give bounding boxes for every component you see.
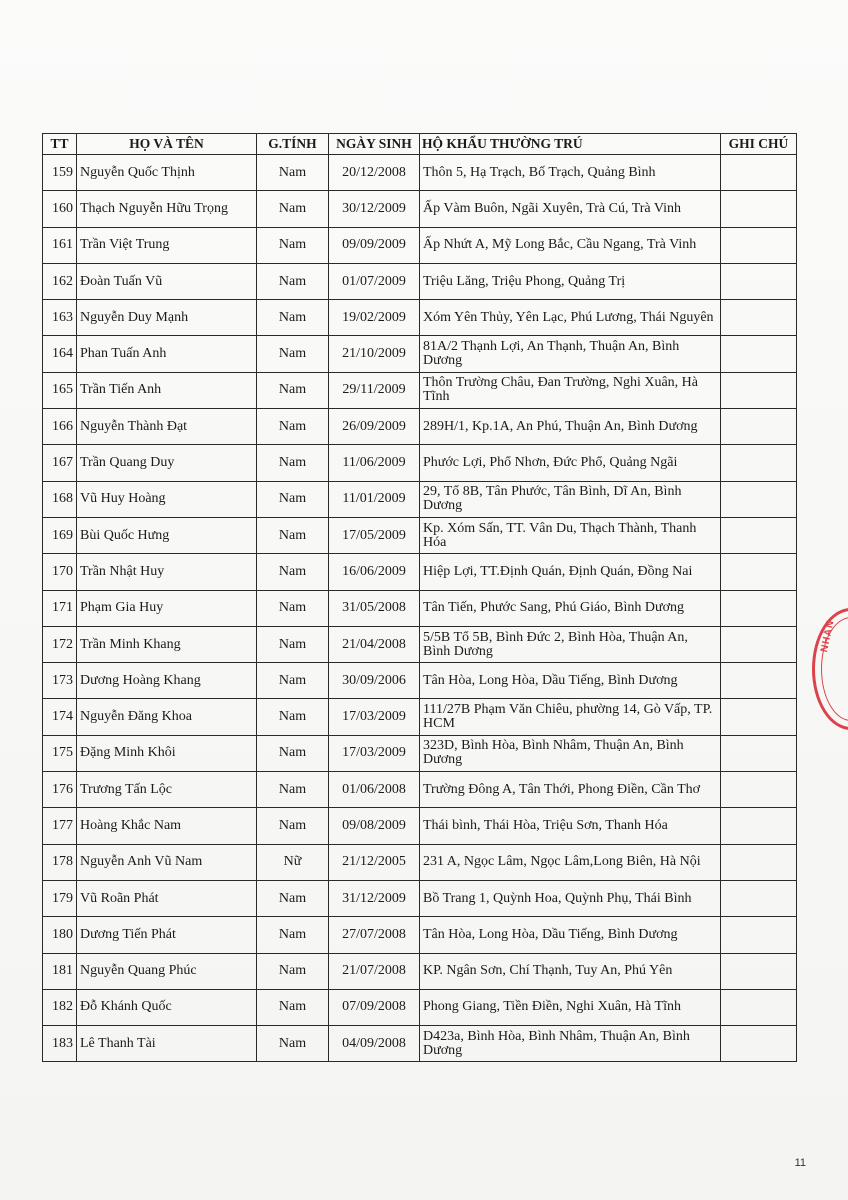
table-row: [43, 590, 797, 626]
cell-tt: 174: [43, 699, 77, 735]
cell-dob: 09/09/2009: [329, 227, 420, 263]
cell-dob: 17/03/2009: [329, 735, 420, 771]
cell-name: Nguyễn Duy Mạnh: [77, 300, 257, 336]
table-row: [43, 445, 797, 481]
cell-note: [721, 300, 797, 336]
cell-tt: 179: [43, 880, 77, 916]
cell-gender: Nam: [257, 481, 329, 517]
cell-name: Dương Tiến Phát: [77, 917, 257, 953]
cell-address: Ấp Vàm Buôn, Ngãi Xuyên, Trà Cú, Trà Vinh: [420, 191, 721, 227]
cell-name: Trần Minh Khang: [77, 626, 257, 662]
cell-note: [721, 590, 797, 626]
cell-name: Đặng Minh Khôi: [77, 735, 257, 771]
table-row: [43, 517, 797, 553]
cell-note: [721, 1026, 797, 1062]
cell-name: Nguyễn Thành Đạt: [77, 409, 257, 445]
cell-name: Trần Việt Trung: [77, 227, 257, 263]
cell-gender: Nam: [257, 191, 329, 227]
cell-dob: 19/02/2009: [329, 300, 420, 336]
cell-gender: Nam: [257, 808, 329, 844]
cell-tt: 170: [43, 554, 77, 590]
cell-gender: Nam: [257, 880, 329, 916]
table-row: [43, 227, 797, 263]
cell-note: [721, 372, 797, 408]
cell-tt: 168: [43, 481, 77, 517]
table-row: [43, 300, 797, 336]
cell-note: [721, 663, 797, 699]
cell-name: Dương Hoàng Khang: [77, 663, 257, 699]
cell-note: [721, 263, 797, 299]
cell-note: [721, 445, 797, 481]
cell-note: [721, 554, 797, 590]
cell-address: Phước Lợi, Phổ Nhơn, Đức Phổ, Quảng Ngãi: [420, 445, 721, 481]
cell-gender: Nam: [257, 517, 329, 553]
header-note: GHI CHÚ: [721, 134, 797, 155]
cell-name: Vũ Huy Hoàng: [77, 481, 257, 517]
cell-name: Nguyễn Quốc Thịnh: [77, 155, 257, 191]
cell-address: Kp. Xóm Sấn, TT. Vân Du, Thạch Thành, Thanh Hóa: [420, 517, 721, 553]
table-row: [43, 917, 797, 953]
cell-gender: Nam: [257, 772, 329, 808]
cell-name: Trương Tấn Lộc: [77, 772, 257, 808]
cell-dob: 01/07/2009: [329, 263, 420, 299]
cell-gender: Nam: [257, 917, 329, 953]
cell-note: [721, 409, 797, 445]
cell-dob: 21/10/2009: [329, 336, 420, 372]
cell-dob: 01/06/2008: [329, 772, 420, 808]
cell-gender: Nữ: [257, 844, 329, 880]
cell-name: Trần Nhật Huy: [77, 554, 257, 590]
cell-address: Trường Đông A, Tân Thới, Phong Điền, Cần Thơ: [420, 772, 721, 808]
cell-address: D423a, Bình Hòa, Bình Nhâm, Thuận An, Bình Dương: [420, 1026, 721, 1062]
header-name: HỌ VÀ TÊN: [77, 134, 257, 155]
cell-gender: Nam: [257, 953, 329, 989]
cell-gender: Nam: [257, 227, 329, 263]
cell-note: [721, 844, 797, 880]
student-roster-table: [42, 133, 797, 1062]
table-row: [43, 1026, 797, 1062]
cell-dob: 11/01/2009: [329, 481, 420, 517]
cell-address: Tân Hòa, Long Hòa, Dầu Tiếng, Bình Dương: [420, 663, 721, 699]
cell-note: [721, 481, 797, 517]
cell-address: 323D, Bình Hòa, Bình Nhâm, Thuận An, Bình Dương: [420, 735, 721, 771]
cell-dob: 30/12/2009: [329, 191, 420, 227]
cell-dob: 31/05/2008: [329, 590, 420, 626]
cell-gender: Nam: [257, 663, 329, 699]
cell-note: [721, 880, 797, 916]
cell-gender: Nam: [257, 735, 329, 771]
cell-tt: 169: [43, 517, 77, 553]
cell-dob: 20/12/2008: [329, 155, 420, 191]
cell-address: 231 A, Ngọc Lâm, Ngọc Lâm,Long Biên, Hà Nội: [420, 844, 721, 880]
table-header-row: [43, 134, 797, 155]
header-gender: G.TÍNH: [257, 134, 329, 155]
header-dob: NGÀY SINH: [329, 134, 420, 155]
cell-note: [721, 808, 797, 844]
table-row: [43, 699, 797, 735]
cell-note: [721, 626, 797, 662]
cell-name: Đoàn Tuấn Vũ: [77, 263, 257, 299]
cell-dob: 04/09/2008: [329, 1026, 420, 1062]
cell-dob: 21/12/2005: [329, 844, 420, 880]
cell-tt: 181: [43, 953, 77, 989]
cell-tt: 160: [43, 191, 77, 227]
cell-address: 81A/2 Thạnh Lợi, An Thạnh, Thuận An, Bình Dương: [420, 336, 721, 372]
table-row: [43, 626, 797, 662]
cell-name: Thạch Nguyễn Hữu Trọng: [77, 191, 257, 227]
table-row: [43, 191, 797, 227]
cell-tt: 173: [43, 663, 77, 699]
cell-note: [721, 989, 797, 1025]
cell-tt: 159: [43, 155, 77, 191]
cell-tt: 177: [43, 808, 77, 844]
cell-gender: Nam: [257, 1026, 329, 1062]
cell-dob: 31/12/2009: [329, 880, 420, 916]
cell-address: Tân Hòa, Long Hòa, Dầu Tiếng, Bình Dương: [420, 917, 721, 953]
cell-tt: 182: [43, 989, 77, 1025]
cell-tt: 163: [43, 300, 77, 336]
cell-gender: Nam: [257, 336, 329, 372]
cell-address: 5/5B Tổ 5B, Bình Đức 2, Bình Hòa, Thuận An, Bình Dương: [420, 626, 721, 662]
cell-dob: 11/06/2009: [329, 445, 420, 481]
cell-tt: 180: [43, 917, 77, 953]
seal-text: NHÂN: [819, 618, 837, 654]
cell-dob: 30/09/2006: [329, 663, 420, 699]
cell-name: Trần Quang Duy: [77, 445, 257, 481]
table-row: [43, 409, 797, 445]
cell-dob: 07/09/2008: [329, 989, 420, 1025]
cell-tt: 165: [43, 372, 77, 408]
table-row: [43, 735, 797, 771]
official-seal-stamp: [812, 608, 848, 730]
cell-address: Triệu Lăng, Triệu Phong, Quảng Trị: [420, 263, 721, 299]
table-row: [43, 844, 797, 880]
page-number: 11: [794, 1157, 806, 1169]
table-row: [43, 155, 797, 191]
cell-name: Vũ Roãn Phát: [77, 880, 257, 916]
cell-name: Hoàng Khắc Nam: [77, 808, 257, 844]
cell-tt: 161: [43, 227, 77, 263]
cell-note: [721, 191, 797, 227]
cell-dob: 16/06/2009: [329, 554, 420, 590]
cell-tt: 172: [43, 626, 77, 662]
cell-dob: 21/07/2008: [329, 953, 420, 989]
table-row: [43, 372, 797, 408]
cell-dob: 17/03/2009: [329, 699, 420, 735]
cell-note: [721, 772, 797, 808]
cell-dob: 17/05/2009: [329, 517, 420, 553]
cell-gender: Nam: [257, 989, 329, 1025]
header-address: HỘ KHẨU THƯỜNG TRÚ: [420, 134, 721, 155]
cell-address: Ấp Nhứt A, Mỹ Long Bắc, Cầu Ngang, Trà Vinh: [420, 227, 721, 263]
cell-name: Phạm Gia Huy: [77, 590, 257, 626]
cell-name: Nguyễn Anh Vũ Nam: [77, 844, 257, 880]
cell-note: [721, 953, 797, 989]
cell-dob: 29/11/2009: [329, 372, 420, 408]
cell-address: KP. Ngân Sơn, Chí Thạnh, Tuy An, Phú Yên: [420, 953, 721, 989]
cell-address: Bồ Trang 1, Quỳnh Hoa, Quỳnh Phụ, Thái Bình: [420, 880, 721, 916]
cell-name: Nguyễn Đăng Khoa: [77, 699, 257, 735]
cell-tt: 164: [43, 336, 77, 372]
cell-address: Tân Tiến, Phước Sang, Phú Giáo, Bình Dương: [420, 590, 721, 626]
cell-address: Hiệp Lợi, TT.Định Quán, Định Quán, Đồng Nai: [420, 554, 721, 590]
cell-note: [721, 336, 797, 372]
cell-note: [721, 735, 797, 771]
cell-name: Đỗ Khánh Quốc: [77, 989, 257, 1025]
cell-address: 111/27B Phạm Văn Chiêu, phường 14, Gò Vấp, TP. HCM: [420, 699, 721, 735]
table-row: [43, 663, 797, 699]
cell-name: Lê Thanh Tài: [77, 1026, 257, 1062]
table-body: [43, 155, 797, 1062]
table-row: [43, 772, 797, 808]
table-row: [43, 263, 797, 299]
cell-tt: 166: [43, 409, 77, 445]
cell-gender: Nam: [257, 409, 329, 445]
cell-address: Xóm Yên Thủy, Yên Lạc, Phú Lương, Thái Nguyên: [420, 300, 721, 336]
cell-gender: Nam: [257, 155, 329, 191]
cell-tt: 183: [43, 1026, 77, 1062]
cell-gender: Nam: [257, 590, 329, 626]
table-row: [43, 953, 797, 989]
table-row: [43, 481, 797, 517]
cell-address: Thôn Trường Châu, Đan Trường, Nghi Xuân, Hà Tĩnh: [420, 372, 721, 408]
cell-address: Phong Giang, Tiền Điền, Nghi Xuân, Hà Tĩnh: [420, 989, 721, 1025]
table-row: [43, 989, 797, 1025]
table-row: [43, 554, 797, 590]
table-row: [43, 880, 797, 916]
cell-gender: Nam: [257, 554, 329, 590]
cell-name: Bùi Quốc Hưng: [77, 517, 257, 553]
cell-name: Phan Tuấn Anh: [77, 336, 257, 372]
cell-gender: Nam: [257, 372, 329, 408]
cell-note: [721, 155, 797, 191]
cell-dob: 09/08/2009: [329, 808, 420, 844]
cell-dob: 26/09/2009: [329, 409, 420, 445]
cell-tt: 171: [43, 590, 77, 626]
header-tt: TT: [43, 134, 77, 155]
cell-note: [721, 917, 797, 953]
cell-address: 29, Tổ 8B, Tân Phước, Tân Bình, Dĩ An, Bình Dương: [420, 481, 721, 517]
cell-address: Thái bình, Thái Hòa, Triệu Sơn, Thanh Hóa: [420, 808, 721, 844]
cell-dob: 27/07/2008: [329, 917, 420, 953]
cell-gender: Nam: [257, 445, 329, 481]
cell-gender: Nam: [257, 626, 329, 662]
cell-name: Nguyễn Quang Phúc: [77, 953, 257, 989]
cell-note: [721, 517, 797, 553]
cell-dob: 21/04/2008: [329, 626, 420, 662]
cell-address: Thôn 5, Hạ Trạch, Bố Trạch, Quảng Bình: [420, 155, 721, 191]
table-row: [43, 808, 797, 844]
cell-name: Trần Tiến Anh: [77, 372, 257, 408]
cell-tt: 167: [43, 445, 77, 481]
cell-tt: 178: [43, 844, 77, 880]
table-row: [43, 336, 797, 372]
cell-gender: Nam: [257, 300, 329, 336]
cell-tt: 176: [43, 772, 77, 808]
cell-tt: 175: [43, 735, 77, 771]
cell-address: 289H/1, Kp.1A, An Phú, Thuận An, Bình Dương: [420, 409, 721, 445]
cell-note: [721, 699, 797, 735]
cell-note: [721, 227, 797, 263]
cell-gender: Nam: [257, 263, 329, 299]
cell-tt: 162: [43, 263, 77, 299]
cell-gender: Nam: [257, 699, 329, 735]
